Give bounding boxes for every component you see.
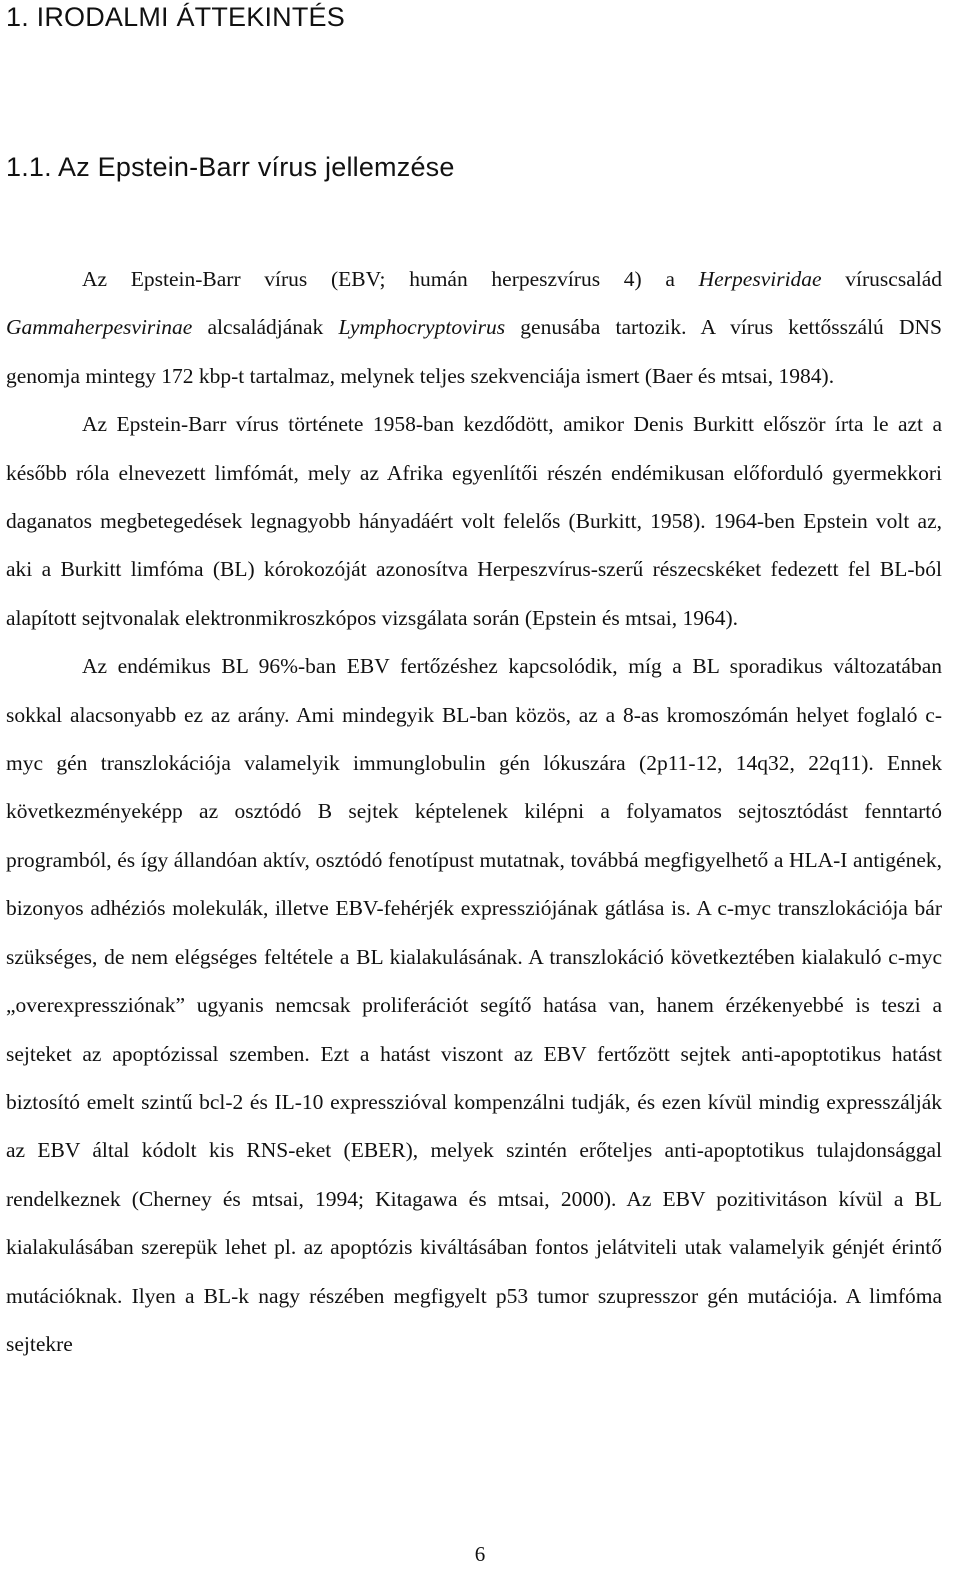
body-text	[6, 255, 942, 1368]
text-run: alcsaládjának	[192, 315, 339, 340]
paragraph-burkitt-lymphoma: Az endémikus BL 96%-ban EBV fertőzéshez kapcsolódik, míg a BL sporadikus változatában sokkal alacsonyabb ez az arány. Ami mindegyik BL-ban közös, az a 8-as kromoszómán helyet foglaló c-myc gén transzlokációja valamelyik immunglobulin gén lókuszára (2p11-12, 14q32, 22q11). Ennek következményeképp az osztódó B sejtek képtelenek kilépni a folyamatos sejtosztódást fenntartó programból, és így állandóan aktív, osztódó fenotípust mutatnak, továbbá megfigyelhető a HLA-I antigének, bizonyos adhéziós molekulák, illetve EBV-fehérjék expressziójának gátlása is. A c-myc transzlokációja bár szükséges, de nem elégséges feltétele a BL kialakulásának. A transzlokáció következtében kialakuló c-myc „overexpressziónak” ugyanis nemcsak proliferációt segítő hatása van, hanem érzékenyebbé is teszi a sejteket az apoptózissal szemben. Ezt a hatást viszont az EBV fertőzött sejtek anti-apoptotikus hatást biztosító emelt szintű bcl-2 és IL-10 expresszióval kompenzálni tudják, és ezen kívül mindig expresszálják az EBV által kódolt kis RNS-eket (EBER), melyek szintén erőteljes anti-apoptotikus tulajdonsággal rendelkeznek (Cherney és mtsai, 1994; Kitagawa és mtsai, 2000). Az EBV pozitivitáson kívül a BL kialakulásában szerepük lehet pl. az apoptózis kiváltásában fontos jelátviteli utak valamelyik génjét érintő mutációknak. Ilyen a BL-k nagy részében megfigyelt p53 tumor szupresszor gén mutációja. A limfóma sejtekre	[6, 654, 942, 1356]
paragraph-history: Az Epstein-Barr vírus története 1958-ban kezdődött, amikor Denis Burkitt először írta le azt a később róla elnevezett limfómát, mely az Afrika egyenlítői részén endémikusan előforduló gyermekkori daganatos megbetegedések legnagyobb hányadáért volt felelős (Burkitt, 1958). 1964-ben Epstein volt az, aki a Burkitt limfóma (BL) kórokozóját azonosítva Herpeszvírus-szerű részecskéket fedezett fel BL-ból alapított sejtvonalak elektronmikroszkópos vizsgálata során (Epstein és mtsai, 1964).	[6, 412, 942, 630]
page-number: 6	[474, 1542, 486, 1566]
section-heading: 1.1. Az Epstein-Barr vírus jellemzése	[6, 152, 455, 182]
italic-taxon-genus: Lymphocryptovirus	[338, 315, 506, 340]
italic-taxon-subfamily: Gammaherpesvirinae	[6, 315, 193, 340]
text-run: genusába tartozik. A vírus kettősszálú DNS genomja mintegy 172 kbp-t tartalmaz, melynek teljes szekvenciája ismert (Baer és mtsai, 1984).	[6, 315, 943, 388]
paragraph-ebv-intro	[6, 255, 942, 400]
chapter-heading: 1. IRODALMI ÁTTEKINTÉS	[6, 2, 345, 32]
italic-taxon-family: Herpesviridae	[698, 267, 822, 291]
text-run: víruscsalád	[821, 267, 942, 291]
text-run: Az Epstein-Barr vírus (EBV; humán herpeszvírus 4) a	[82, 267, 699, 291]
